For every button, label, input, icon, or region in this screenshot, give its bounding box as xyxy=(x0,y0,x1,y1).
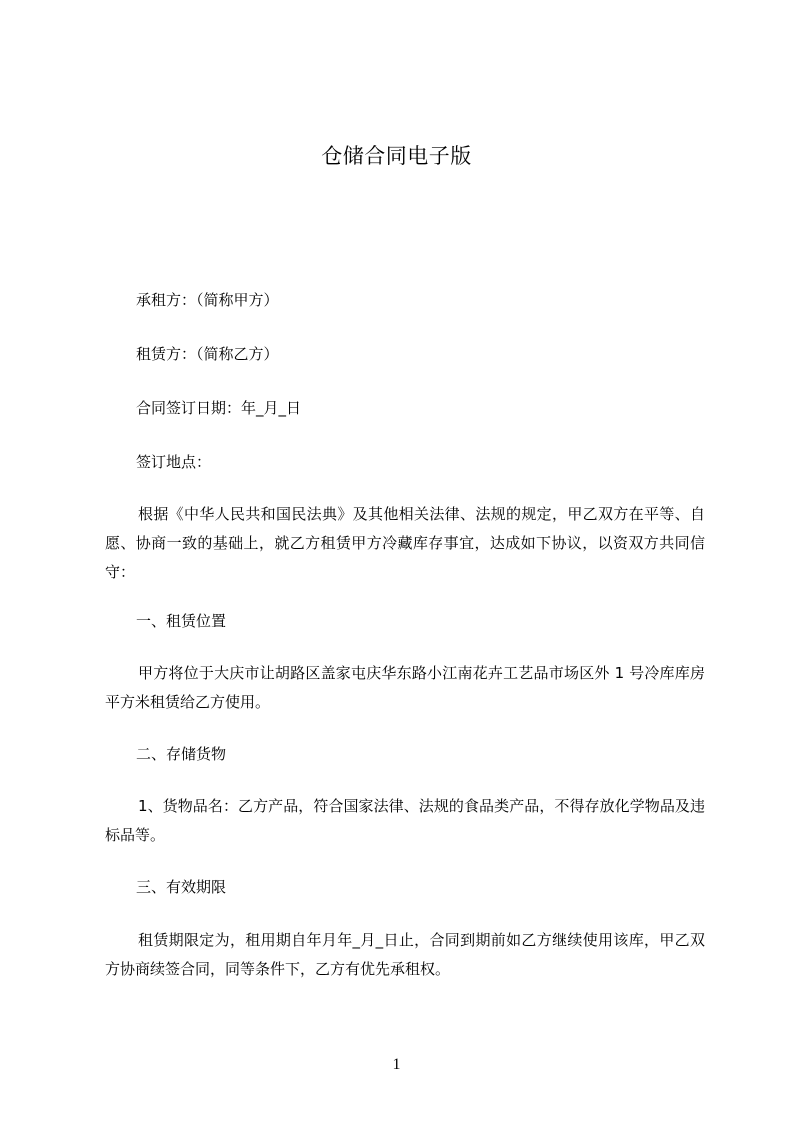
sign-date-line: 合同签订日期：年_月_日 xyxy=(136,399,302,417)
section-heading: 一、租赁位置 xyxy=(136,612,227,630)
page-number: 1 xyxy=(392,1056,401,1073)
preamble-paragraph: 根据《中华人民共和国民法典》及其他相关法律、法规的规定，甲乙双方在平等、自愿、协商一致的基础上，就乙方租赁甲方冷藏库存事宜，达成如下协议，以资双方共同信守： xyxy=(105,505,705,581)
section-heading: 二、存储货物 xyxy=(136,745,227,763)
sign-place-line: 签订地点： xyxy=(136,453,212,471)
document-title: 仓储合同电子版 xyxy=(321,144,472,168)
section-body: 租赁期限定为，租用期自年月年_月_日止，合同到期前如乙方继续使用该库，甲乙双方协商续签合同，同等条件下，乙方有优先承租权。 xyxy=(105,931,705,978)
lessor-line: 租赁方：（简称乙方） xyxy=(136,345,279,363)
section-body: 甲方将位于大庆市让胡路区盖家屯庆华东路小江南花卉工艺品市场区外 1 号冷库库房平方米租赁给乙方使用。 xyxy=(105,664,705,711)
section-heading: 三、有效期限 xyxy=(136,878,227,896)
section-body: 1、货物品名：乙方产品，符合国家法律、法规的食品类产品，不得存放化学物品及违标品等。 xyxy=(105,797,705,844)
lessee-line: 承租方：（简称甲方） xyxy=(136,291,279,309)
